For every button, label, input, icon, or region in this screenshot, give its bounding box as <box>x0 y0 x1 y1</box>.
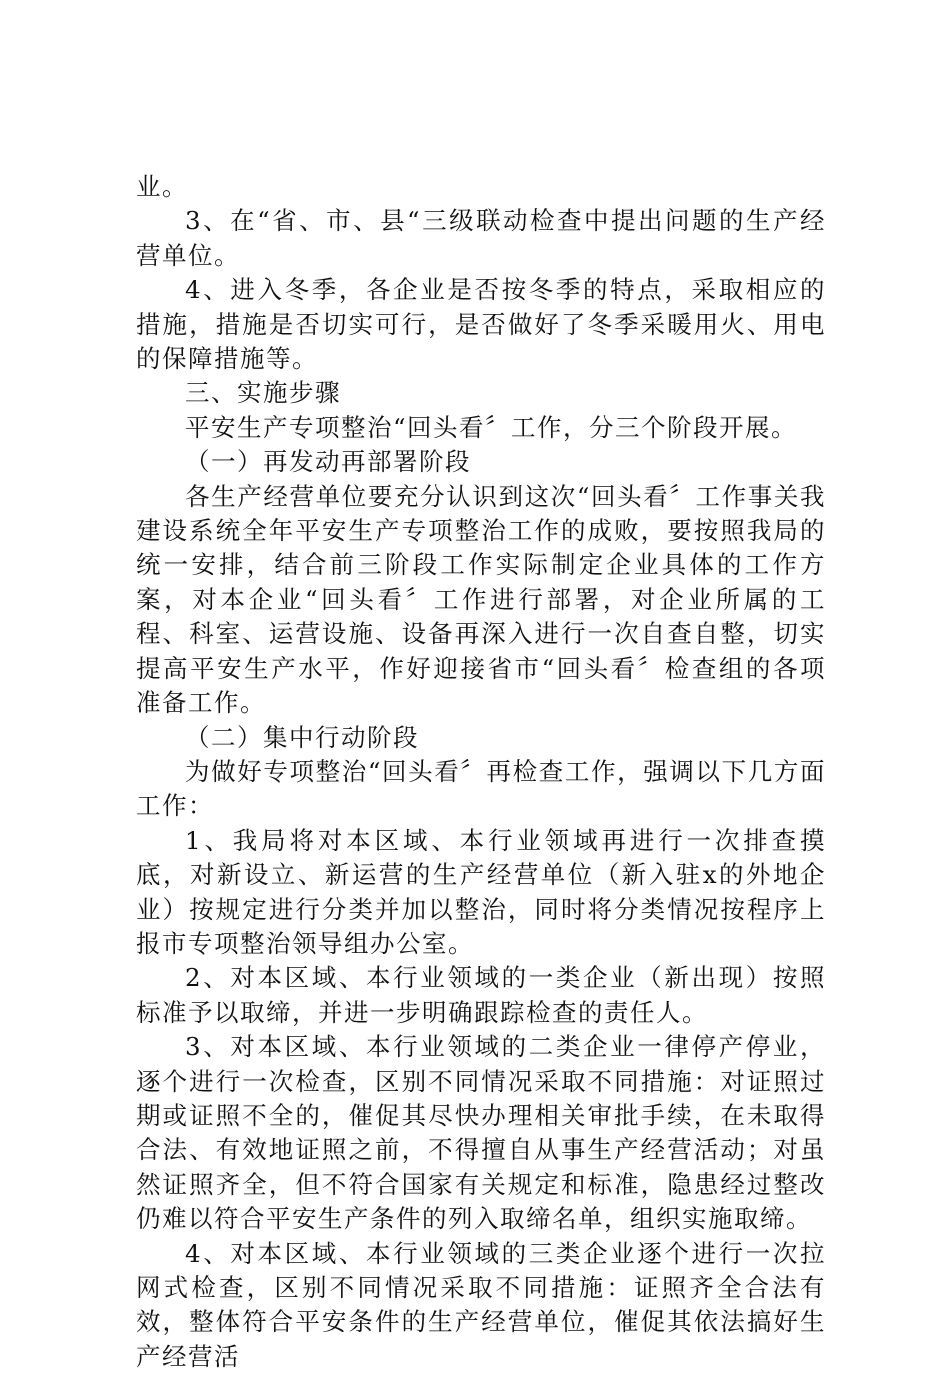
paragraph-continuation: 业。 <box>136 172 188 201</box>
paragraph-stage-two-item-3: 3、对本区域、本行业领域的二类企业一律停产停业，逐个进行一次检查，区别不同情况采取不同措施：对证照过期或证照不全的，催促其尽快办理相关审批手续，在未取得合法、有效地证照之前，不得擅自从事生产经营活动；对虽然证照齐全，但不符合国家有关规定和标准，隐患经过整改仍难以符合平安生产条件的列入取缔名单，组织实施取缔。 <box>136 1032 826 1234</box>
section-heading-implementation-steps: 三、实施步骤 <box>185 378 341 408</box>
subheading-stage-one: （一）再发动再部署阶段 <box>185 447 471 477</box>
paragraph-item-4: 4、进入冬季，各企业是否按冬季的特点，采取相应的措施，措施是否切实可行，是否做好了冬季采暖用火、用电的保障措施等。 <box>136 275 826 374</box>
paragraph-stage-two-item-4: 4、对本区域、本行业领域的三类企业逐个进行一次拉网式检查，区别不同情况采取不同措施：证照齐全合法有效，整体符合平安条件的生产经营单位，催促其依法搞好生产经营活 <box>136 1238 826 1371</box>
subheading-stage-two: （二）集中行动阶段 <box>185 722 419 752</box>
document-body <box>136 170 826 1374</box>
paragraph-three-stages: 平安生产专项整治“回头看〞工作，分三个阶段开展。 <box>185 412 798 442</box>
paragraph-stage-one-body: 各生产经营单位要充分认识到这次“回头看〞工作事关我建设系统全年平安生产专项整治工作的成败，要按照我局的统一安排，结合前三阶段工作实际制定企业具体的工作方案，对本企业“回头看〞工作进行部署，对企业所属的工程、科室、运营设施、设备再深入进行一次自查自整，切实提高平安生产水平，作好迎接省市“回头看〞检查组的各项准备工作。 <box>136 481 826 718</box>
paragraph-stage-two-item-2: 2、对本区域、本行业领域的一类企业（新出现）按照标准予以取缔，并进一步明确跟踪检查的责任人。 <box>136 963 826 1027</box>
paragraph-stage-two-item-1: 1、我局将对本区域、本行业领域再进行一次排查摸底，对新设立、新运营的生产经营单位（新入驻x的外地企业）按规定进行分类并加以整治，同时将分类情况按程序上报市专项整治领导组办公室。 <box>136 825 826 958</box>
paragraph-stage-two-intro: 为做好专项整治“回头看〞再检查工作，强调以下几方面工作： <box>136 756 826 821</box>
paragraph-item-3: 3、在“省、市、县“三级联动检查中提出问题的生产经营单位。 <box>136 206 826 270</box>
